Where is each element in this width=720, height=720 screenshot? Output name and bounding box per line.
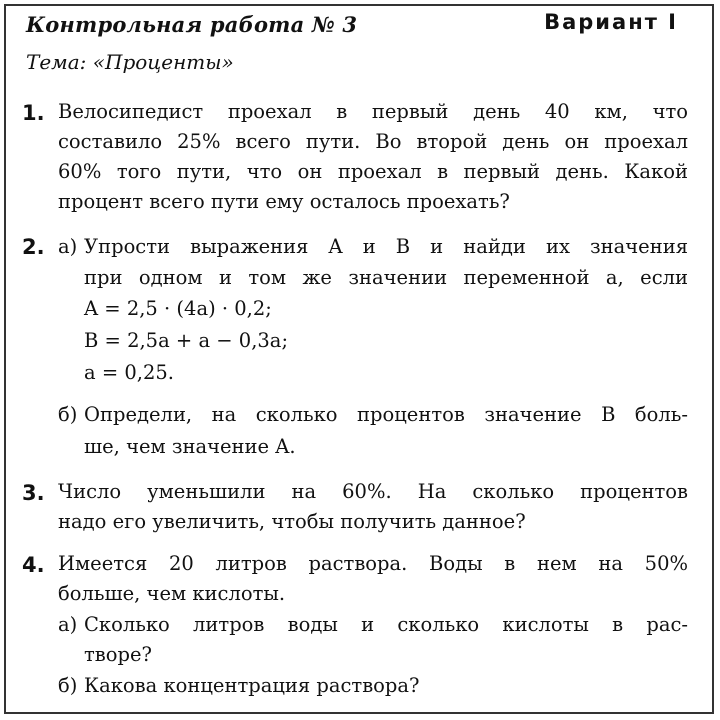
task-4b-line-1: Какова концентрация раствора? (84, 674, 420, 697)
task-2-number: 2. (22, 235, 45, 259)
task-1-line-3: 60% того пути, что он проехал в первый день. Какой (58, 160, 688, 183)
task-1-line-2: составило 25% всего пути. Во второй день он проехал (58, 130, 688, 153)
formula-a: A = 2,5 · (4a) · 0,2; (84, 297, 272, 320)
topic-label: Тема: «Проценты» (26, 50, 234, 74)
task-4a-marker: а) (58, 613, 78, 636)
task-4-line-1: Имеется 20 литров раствора. Воды в нем на 50% (58, 552, 688, 575)
task-2a-marker: а) (58, 235, 78, 258)
task-1-number: 1. (22, 101, 45, 125)
formula-value: a = 0,25. (84, 361, 174, 384)
task-1-line-1: Велосипедист проехал в первый день 40 км, что (58, 100, 688, 123)
task-2b-line-1: Определи, на сколько процентов значение B боль- (84, 403, 688, 426)
task-3-number: 3. (22, 481, 45, 505)
task-2b-line-2: ше, чем значение A. (84, 435, 296, 458)
test-title: Контрольная работа № 3 (26, 12, 358, 37)
task-4-number: 4. (22, 553, 45, 577)
task-4b-marker: б) (58, 674, 78, 697)
task-2b-marker: б) (58, 403, 78, 426)
task-4-line-2: больше, чем кислоты. (58, 582, 286, 605)
task-3-line-1: Число уменьшили на 60%. На сколько процентов (58, 480, 688, 503)
task-3-line-2: надо его увеличить, чтобы получить данное? (58, 510, 526, 533)
task-2a-line-2: при одном и том же значении переменной a, если (84, 266, 688, 289)
task-4a-line-2: творе? (84, 643, 152, 666)
variant-label: Вариант I (544, 10, 678, 34)
task-4a-line-1: Сколько литров воды и сколько кислоты в рас- (84, 613, 688, 636)
task-1-line-4: процент всего пути ему осталось проехать? (58, 190, 510, 213)
task-2a-line-1: Упрости выражения A и B и найди их значения (84, 235, 688, 258)
formula-b: B = 2,5a + a − 0,3a; (84, 329, 289, 352)
